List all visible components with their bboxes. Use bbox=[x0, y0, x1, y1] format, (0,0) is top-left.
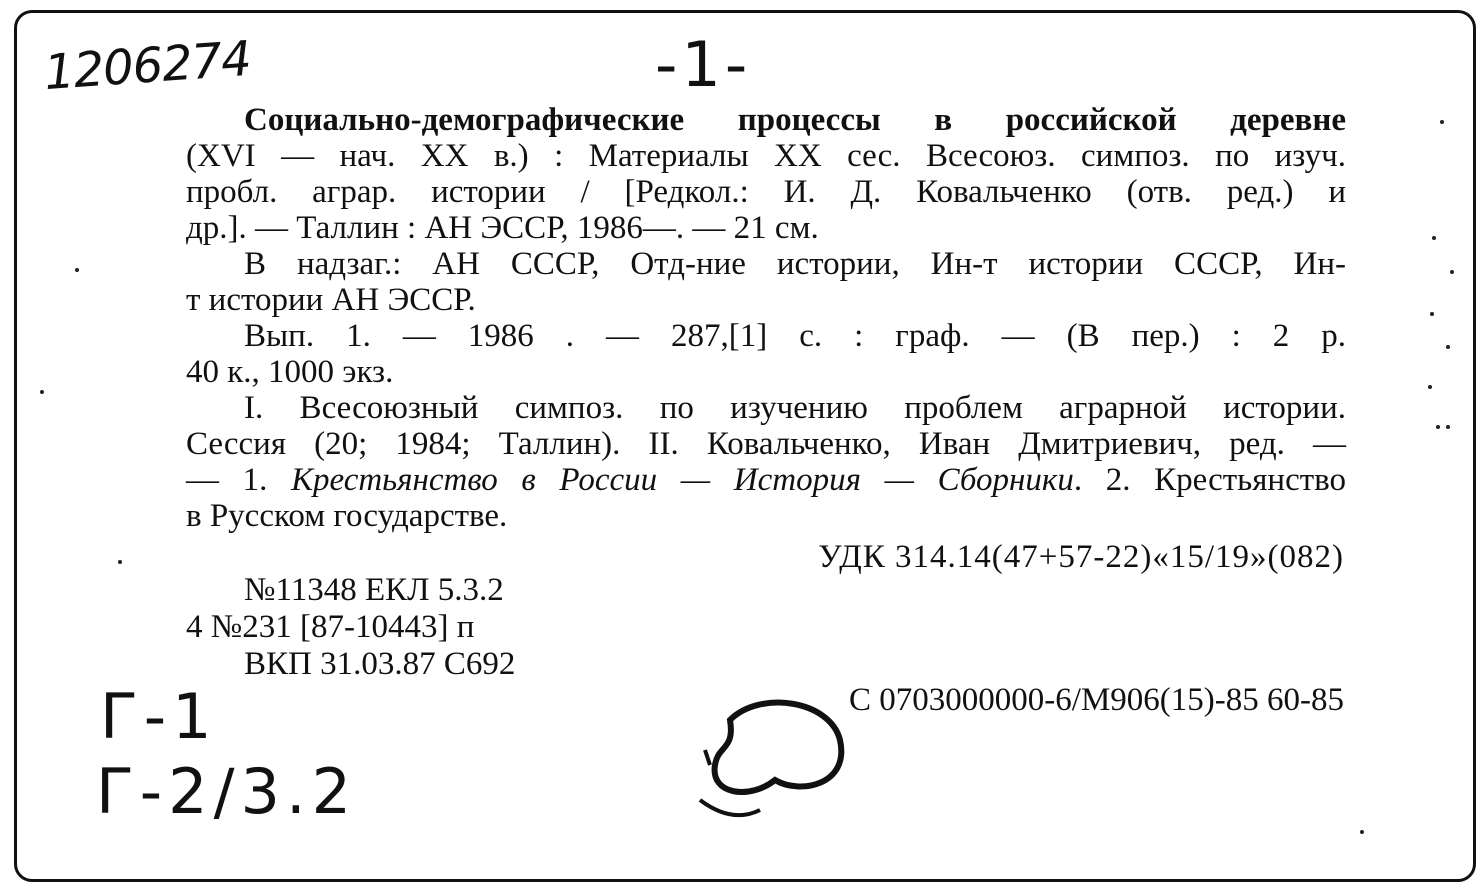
handwritten-note: Г-1 bbox=[100, 680, 218, 753]
tracing-subject-heading: Крестьянство в России — История — Сборники bbox=[291, 462, 1074, 498]
tracing-prefix: — 1. bbox=[186, 462, 292, 498]
issue-note: 40 к., 1000 экз. bbox=[186, 354, 394, 390]
handwritten-page-mark: -1- bbox=[655, 28, 752, 101]
tracing: I. Всесоюзный симпоз. по изучению проблем аграрной истории. bbox=[244, 390, 1346, 426]
tracing-suffix: . 2. Крестьянство bbox=[1073, 462, 1346, 498]
bibliographic-record bbox=[186, 102, 1346, 534]
udk-code: УДК 314.14(47+57-22)«15/19»(082) bbox=[818, 539, 1344, 575]
series-note: т истории АН ЭССР. bbox=[186, 282, 476, 318]
handwritten-inventory-number: 1206274 bbox=[42, 30, 253, 102]
card-number-line: ВКП 31.03.87 С692 bbox=[244, 646, 516, 682]
card-number-line: №11348 ЕКЛ 5.3.2 bbox=[244, 572, 504, 608]
handwritten-note: Г-2/3.2 bbox=[96, 755, 358, 828]
card-numbers bbox=[186, 572, 515, 683]
tracing: Сессия (20; 1984; Таллин). II. Ковальченко, Иван Дмитриевич, ред. — bbox=[186, 426, 1346, 462]
record-line: пробл. аграр. истории / [Редкол.: И. Д. Ковальченко (отв. ред.) и bbox=[186, 174, 1346, 210]
ink-stamp-mark bbox=[690, 690, 860, 830]
record-line: др.]. — Таллин : АН ЭССР, 1986—. — 21 см. bbox=[186, 210, 819, 246]
issue-note: Вып. 1. — 1986 . — 287,[1] с. : граф. — (В пер.) : 2 р. bbox=[244, 318, 1346, 354]
record-line: (XVI — нач. XX в.) : Материалы XX сес. Всесоюз. симпоз. по изуч. bbox=[186, 138, 1346, 174]
series-note: В надзаг.: АН СССР, Отд-ние истории, Ин-т истории СССР, Ин- bbox=[244, 246, 1346, 282]
tracing: в Русском государстве. bbox=[186, 498, 508, 534]
record-title: Социально-демографические процессы в российской деревне bbox=[244, 102, 1346, 138]
tracing-subjects bbox=[186, 462, 1346, 498]
index-code: С 0703000000-6/М906(15)-85 60-85 bbox=[849, 682, 1344, 718]
card-number-line: 4 №231 [87-10443] п bbox=[186, 609, 475, 645]
